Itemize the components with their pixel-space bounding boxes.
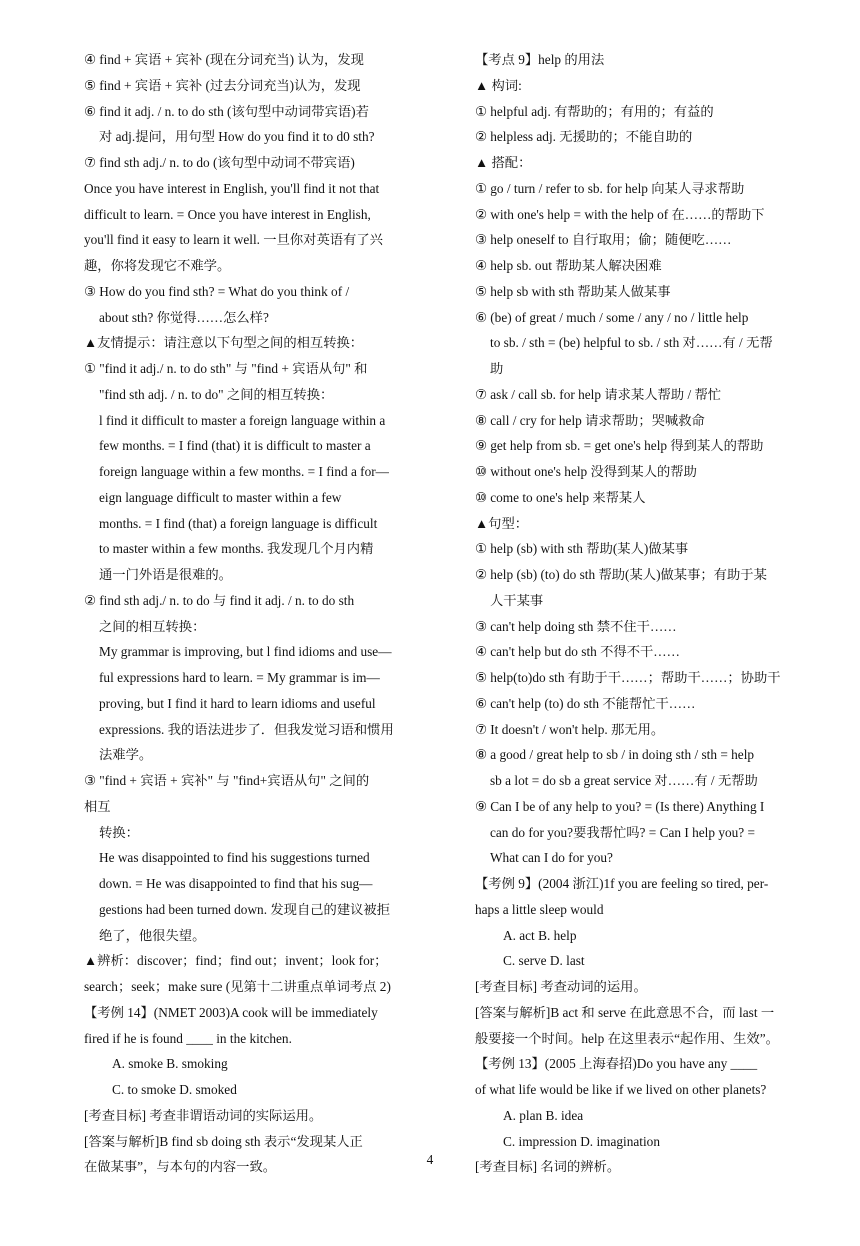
text-line: 【考例 14】(NMET 2003)A cook will be immediately [84,1004,378,1020]
text-line: 对 adj.提问，用句型 How do you find it to d0 sth? [99,129,375,145]
text-line: ▲句型： [475,515,529,531]
text-line: A. smoke B. smoking [112,1056,228,1072]
text-line: ② find sth adj./ n. to do 与 find it adj. / n. to do sth [84,592,355,608]
text-line: Once you have interest in English, you'll find it not that [84,180,380,196]
text-line: ② with one's help = with the help of 在……的帮助下 [475,206,765,222]
text-line: 【考例 13】(2005 上海春招)Do you have any ____ [475,1056,758,1072]
text-line: haps a little sleep would [475,901,604,917]
text-line: sb a lot = do sb a great service 对……有 / 无帮助 [490,773,758,788]
text-line: to sb. / sth = (be) helpful to sb. / sth 对……有 / 无帮 [490,335,773,351]
text-line: 【考例 9】(2004 浙江)1f you are feeling so tired, per- [475,876,769,891]
text-line: ④ help sb. out 帮助某人解决困难 [475,258,662,273]
text-line: ① help (sb) with sth 帮助(某人)做某事 [475,541,689,557]
text-line: expressions. 我的语法进步了．但我发觉习语和惯用 [99,721,394,737]
text-line: months. = I find (that) a foreign language is difficult [99,515,378,531]
text-line: gestions had been turned down. 发现自己的建议被拒 [99,901,391,917]
text-line: 般要接一个时间。help 在这里表示“起作用、生效”。 [475,1030,779,1046]
text-line: l find it difficult to master a foreign language within a [99,412,386,428]
text-line: search；seek；make sure (见第十二讲重点单词考点 2) [84,979,391,994]
text-line: 人干某事 [490,592,544,608]
text-line: ④ find + 宾语 + 宾补 (现在分词充当) 认为，发现 [84,52,364,67]
text-line: ③ help oneself to 自行取用；偷；随便吃…… [475,232,732,248]
text-line: 【考点 9】help 的用法 [475,52,605,67]
text-line: of what life would be like if we lived on other planets? [475,1082,767,1097]
text-line: ② helpless adj. 无援助的；不能自助的 [475,129,693,145]
text-line: to master within a few months. 我发现几个月内精 [99,541,374,557]
text-line: ⑧ a good / great help to sb / in doing sth / sth = help [475,747,755,763]
text-line: 通一门外语是很难的。 [99,567,232,582]
page-number: 4 [426,1152,434,1167]
text-line: ⑥ can't help (to) do sth 不能帮忙干…… [475,695,696,711]
text-line: can do for you?要我帮忙吗? = Can I help you? = [490,824,755,840]
text-line: "find sth adj. / n. to do" 之间的相互转换： [99,386,334,402]
text-line: ⑤ help(to)do sth 有助于干……；帮助干……；协助干 [475,670,781,685]
text-line: 在做某事”，与本句的内容一致。 [84,1159,277,1175]
text-line: ▲ 搭配： [475,155,532,170]
text-line: eign language difficult to master within a few [99,489,342,505]
text-line: ① helpful adj. 有帮助的；有用的；有益的 [475,103,714,119]
text-line: ⑥ find it adj. / n. to do sth (该句型中动词带宾语)若 [84,103,369,119]
left-column [84,47,454,1180]
text-line: [考查目标] 考查非谓语动词的实际运用。 [84,1107,323,1123]
text-line: A. act B. help [503,927,577,943]
text-line: He was disappointed to find his suggestions turned [99,850,370,866]
text-line: A. plan B. idea [503,1107,584,1123]
text-line: difficult to learn. = Once you have interest in English, [84,206,371,222]
text-line: C. serve D. last [503,953,585,969]
text-line: 助 [490,361,504,376]
text-line: about sth? 你觉得……怎么样? [99,309,269,325]
text-line: ⑩ come to one's help 来帮某人 [475,489,646,505]
text-line: ⑦ It doesn't / won't help. 那无用。 [475,721,665,737]
text-line: My grammar is improving, but l find idioms and use— [99,644,392,660]
text-line: 趣，你将发现它不难学。 [84,258,231,273]
text-line: 之间的相互转换： [99,618,206,634]
text-line: ⑩ without one's help 没得到某人的帮助 [475,464,697,479]
text-line: ▲辨析：discover；find；find out；invent；look for； [84,953,388,969]
text-line: 转换： [99,824,139,840]
text-line: ⑨ Can I be of any help to you? = (Is there) Anything I [475,798,765,814]
text-line: ful expressions hard to learn. = My grammar is im— [99,670,380,685]
text-line: [考查目标] 名词的辨析。 [475,1159,621,1175]
text-line: ③ "find + 宾语 + 宾补" 与 "find+宾语从句" 之间的 [84,773,370,788]
text-line: [答案与解析]B find sb doing sth 表示“发现某人正 [84,1133,363,1149]
text-line: ④ can't help but do sth 不得不干…… [475,644,680,660]
text-line: fired if he is found ____ in the kitchen. [84,1030,292,1046]
text-line: ▲友情提示：请注意以下句型之间的相互转换： [84,335,364,351]
text-line: proving, but I find it hard to learn idioms and useful [99,695,376,711]
text-line: ⑨ get help from sb. = get one's help 得到某人的帮助 [475,438,764,454]
text-line: ⑧ call / cry for help 请求帮助；哭喊救命 [475,412,705,428]
text-line: ② help (sb) (to) do sth 帮助(某人)做某事；有助于某 [475,567,767,582]
text-line: [考查目标] 考查动词的运用。 [475,979,647,994]
text-line: ① go / turn / refer to sb. for help 向某人寻求帮助 [475,180,745,196]
text-line: 绝了，他很失望。 [99,927,206,943]
text-line: [答案与解析]B act 和 serve 在此意思不合，而 last 一 [475,1004,775,1020]
text-line: ⑤ find + 宾语 + 宾补 (过去分词充当)认为，发现 [84,77,361,93]
text-line: ⑦ find sth adj./ n. to do (该句型中动词不带宾语) [84,155,355,170]
text-line: 相互 [84,798,111,814]
text-line: C. impression D. imagination [503,1133,660,1149]
text-line: C. to smoke D. smoked [112,1082,237,1097]
text-line: What can I do for you? [490,850,613,866]
text-line: ⑥ (be) of great / much / some / any / no / little help [475,309,749,325]
text-line: 法难学。 [99,747,153,763]
text-line: you'll find it easy to learn it well. 一旦你对英语有了兴 [84,232,383,248]
text-line: ▲ 构词: [475,77,522,93]
text-line: few months. = I find (that) it is difficult to master a [99,438,371,454]
text-line: down. = He was disappointed to find that his sug— [99,876,373,891]
text-line: ③ can't help doing sth 禁不住干…… [475,618,677,634]
right-column [475,47,835,1180]
text-line: ⑤ help sb with sth 帮助某人做某事 [475,283,671,299]
text-line: ③ How do you find sth? = What do you think of / [84,283,350,299]
text-line: ⑦ ask / call sb. for help 请求某人帮助 / 帮忙 [475,386,722,402]
text-line: foreign language within a few months. = I find a for— [99,464,389,479]
text-line: ① "find it adj./ n. to do sth" 与 "find + 宾语从句" 和 [84,361,368,376]
